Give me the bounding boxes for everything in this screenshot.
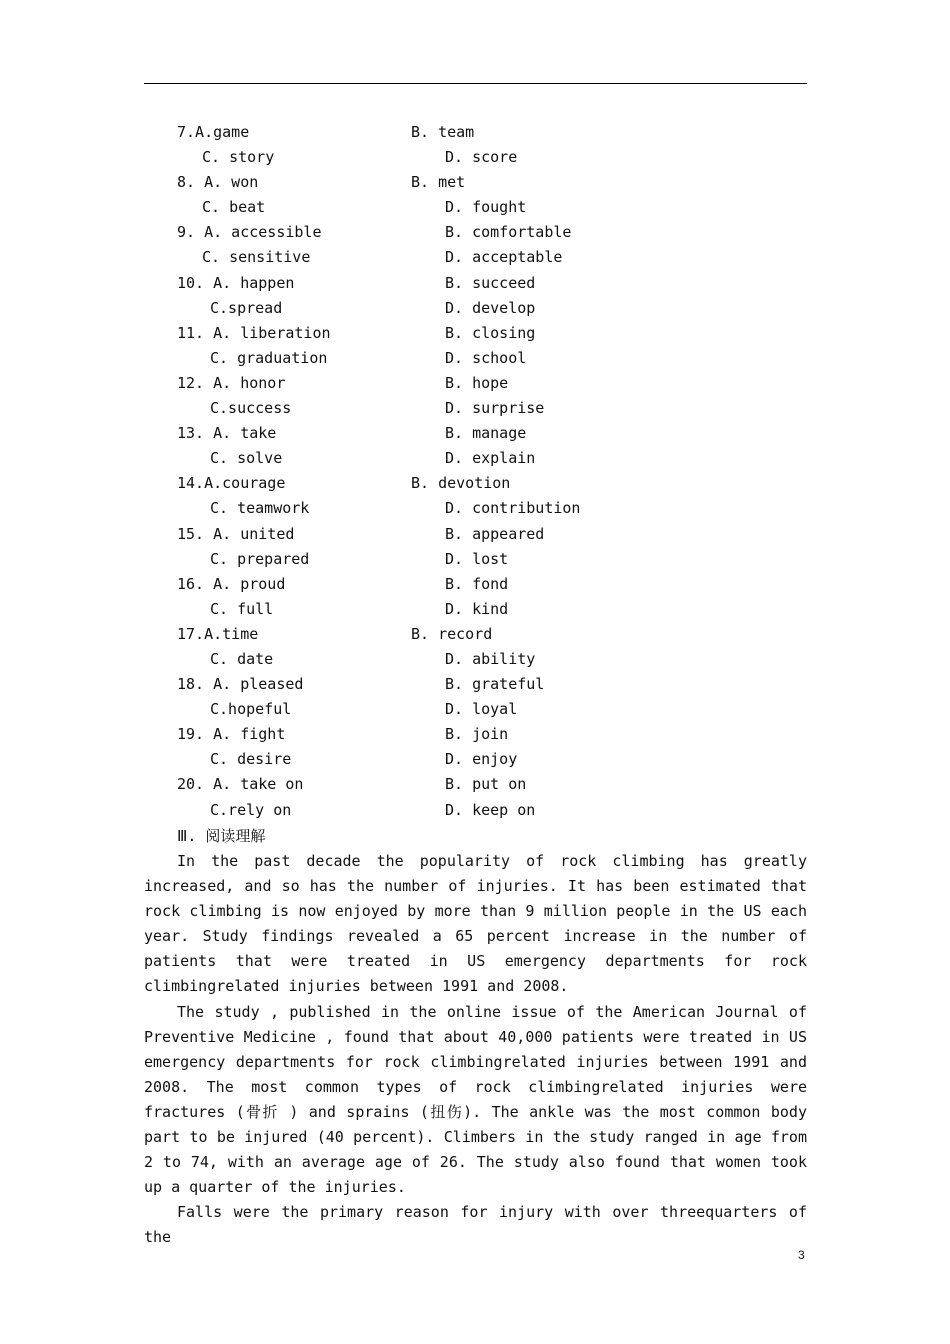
- option-c: C.success: [210, 399, 292, 418]
- passage-paragraph-1: In the past decade the popularity of rock climbing has greatly increased, and so has the number of injuries. It has been estimated that rock climbing is now enjoyed by more than 9 million people in the US each year. Study findings revealed a 65 percent increase in the number of patients that were treated in US emergency departments for rock climbingrelated injuries between 1991 and 2008.: [144, 852, 807, 996]
- option-a: 12. A. honor: [177, 373, 286, 392]
- option-a: 15. A. united: [177, 524, 295, 543]
- option-c: C.rely on: [210, 800, 292, 819]
- question-row: [0, 672, 950, 697]
- question-row-continued: [0, 296, 950, 321]
- option-d: D. acceptable: [445, 248, 563, 267]
- option-b: B. appeared: [445, 524, 545, 543]
- question-row: [0, 522, 950, 547]
- option-b: B. record: [411, 624, 493, 643]
- question-row-continued: [0, 446, 950, 471]
- question-row: [0, 572, 950, 597]
- option-b: B. devotion: [411, 474, 511, 493]
- question-row-continued: [0, 195, 950, 220]
- option-b: B. met: [411, 173, 466, 192]
- question-row-continued: [0, 396, 950, 421]
- question-row-continued: [0, 245, 950, 270]
- option-c: C. beat: [202, 198, 266, 217]
- question-row-continued: [0, 798, 950, 823]
- option-d: D. score: [445, 148, 518, 167]
- option-b: B. join: [445, 725, 509, 744]
- question-row-continued: [0, 747, 950, 772]
- option-b: B. succeed: [445, 273, 536, 292]
- question-row-continued: [0, 647, 950, 672]
- option-d: D. enjoy: [445, 750, 518, 769]
- option-d: D. ability: [445, 649, 536, 668]
- option-a: 20. A. take on: [177, 775, 304, 794]
- option-d: D. contribution: [445, 499, 581, 518]
- option-a: 10. A. happen: [177, 273, 295, 292]
- option-c: C. full: [210, 599, 274, 618]
- option-a: 16. A. proud: [177, 574, 286, 593]
- passage-paragraph-3: Falls were the primary reason for injury with over threequarters of the: [144, 1203, 807, 1247]
- header-rule: [144, 83, 807, 84]
- page-number: 3: [798, 1248, 805, 1262]
- option-b: B. comfortable: [445, 223, 572, 242]
- question-row: [0, 471, 950, 496]
- option-a: 7.A.game: [177, 123, 250, 141]
- option-c: C. prepared: [210, 549, 310, 568]
- question-row: [0, 120, 950, 145]
- question-row-continued: [0, 547, 950, 572]
- question-row: [0, 220, 950, 245]
- question-row: [0, 421, 950, 446]
- answer-options: [0, 120, 950, 823]
- question-row: [0, 371, 950, 396]
- reading-passage: [144, 849, 807, 1247]
- question-row: [0, 170, 950, 195]
- option-c: C. graduation: [210, 348, 328, 367]
- question-row-continued: [0, 697, 950, 722]
- option-c: C.hopeful: [210, 700, 292, 719]
- question-row: [0, 772, 950, 797]
- option-c: C. desire: [210, 750, 292, 769]
- option-b: B. manage: [445, 424, 527, 443]
- option-d: D. surprise: [445, 399, 545, 418]
- option-d: D. fought: [445, 198, 527, 217]
- option-b: B. hope: [445, 373, 509, 392]
- option-c: C.spread: [210, 298, 283, 317]
- option-d: D. school: [445, 348, 527, 367]
- option-d: D. keep on: [445, 800, 536, 819]
- option-d: D. lost: [445, 549, 509, 568]
- option-a: 13. A. take: [177, 424, 277, 443]
- option-b: B. fond: [445, 574, 509, 593]
- question-row-continued: [0, 496, 950, 521]
- option-a: 8. A. won: [177, 173, 259, 192]
- option-b: B. put on: [445, 775, 527, 794]
- option-d: D. loyal: [445, 700, 518, 719]
- question-row-continued: [0, 145, 950, 170]
- option-a: 11. A. liberation: [177, 323, 331, 342]
- question-row: [0, 271, 950, 296]
- question-row: [0, 722, 950, 747]
- option-a: 14.A.courage: [177, 474, 286, 493]
- option-b: B. closing: [445, 323, 536, 342]
- question-row: [0, 622, 950, 647]
- option-d: D. develop: [445, 298, 536, 317]
- option-a: 9. A. accessible: [177, 223, 322, 242]
- option-d: D. explain: [445, 449, 536, 468]
- option-c: C. date: [210, 649, 274, 668]
- passage-paragraph-2: The study , published in the online issue of the American Journal of Preventive Medicine , found that about 40,000 patients were treated in US emergency departments for rock climbingrelated injuries between 1991 and 2008. The most common types of rock climbingrelated injuries were fractures (骨折 ) and sprains (扭伤). The ankle was the most common body part to be injured (40 percent). Climbers in the study ranged in age from 2 to 74, with an average age of 26. The study also found that women took up a quarter of the injuries.: [144, 1002, 807, 1197]
- option-a: 17.A.time: [177, 624, 259, 643]
- option-c: C. sensitive: [202, 248, 311, 267]
- option-c: C. solve: [210, 449, 283, 468]
- option-d: D. kind: [445, 599, 509, 618]
- option-a: 19. A. fight: [177, 725, 286, 744]
- section-title: Ⅲ. 阅读理解: [177, 827, 266, 845]
- question-row-continued: [0, 346, 950, 371]
- question-row-continued: [0, 597, 950, 622]
- option-b: B. grateful: [445, 675, 545, 694]
- option-a: 18. A. pleased: [177, 675, 304, 694]
- option-c: C. story: [202, 148, 275, 167]
- option-b: B. team: [411, 123, 475, 141]
- option-c: C. teamwork: [210, 499, 310, 518]
- question-row: [0, 321, 950, 346]
